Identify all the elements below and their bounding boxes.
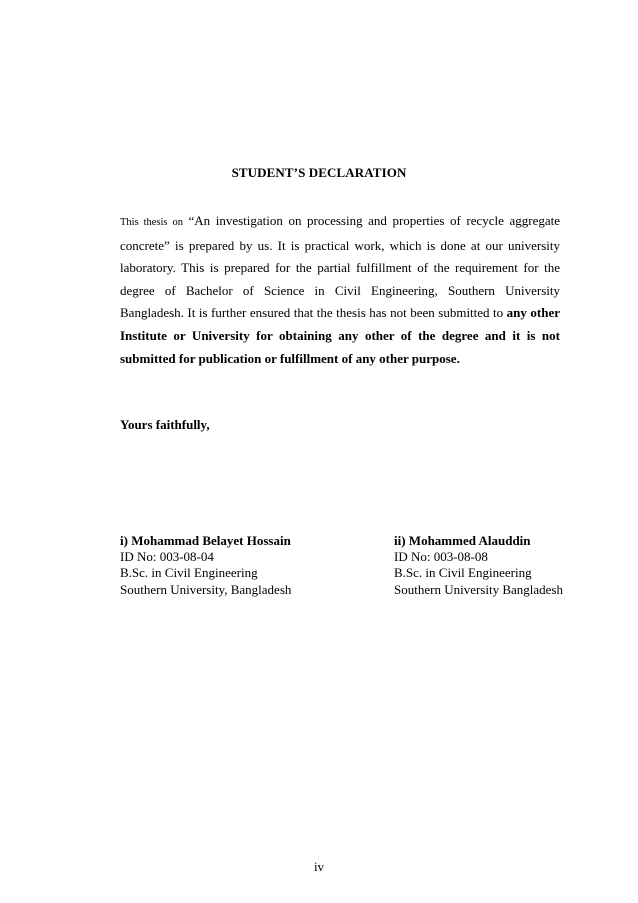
page-title: STUDENT’S DECLARATION bbox=[231, 165, 407, 180]
page-number: iv bbox=[313, 859, 325, 874]
declaration-paragraph bbox=[120, 210, 560, 370]
declaration-body: “An investigation on processing and properties of recycle aggregate concrete” is prepared by us. It is practical work, which is done at our university laboratory. This is prepared for the partial fulfillment of the requirement for the degree of Bachelor of Science in Civil Engineering, Southern University Bangladesh. It is further ensured that the thesis has not been submitted to bbox=[120, 213, 560, 321]
signer-block-1 bbox=[120, 533, 291, 598]
signer-name: i) Mohammad Belayet Hossain bbox=[120, 533, 291, 548]
signer-institution: Southern University Bangladesh bbox=[394, 581, 563, 597]
signer-block-2 bbox=[394, 533, 563, 598]
signer-degree: B.Sc. in Civil Engineering bbox=[120, 565, 258, 581]
signer-id: ID No: 003-08-04 bbox=[120, 549, 214, 565]
signer-id: ID No: 003-08-08 bbox=[394, 549, 488, 565]
signer-name: ii) Mohammed Alauddin bbox=[394, 533, 531, 548]
closing-salutation: Yours faithfully, bbox=[120, 417, 210, 432]
declaration-lead: This thesis on bbox=[120, 217, 183, 228]
declaration-emphasis: any other Institute or University for obtaining any other of the degree and it is not submitted for publication or fulfillment of any other purpose. bbox=[120, 305, 560, 366]
signer-institution: Southern University, Bangladesh bbox=[120, 581, 292, 597]
signer-degree: B.Sc. in Civil Engineering bbox=[394, 565, 532, 581]
